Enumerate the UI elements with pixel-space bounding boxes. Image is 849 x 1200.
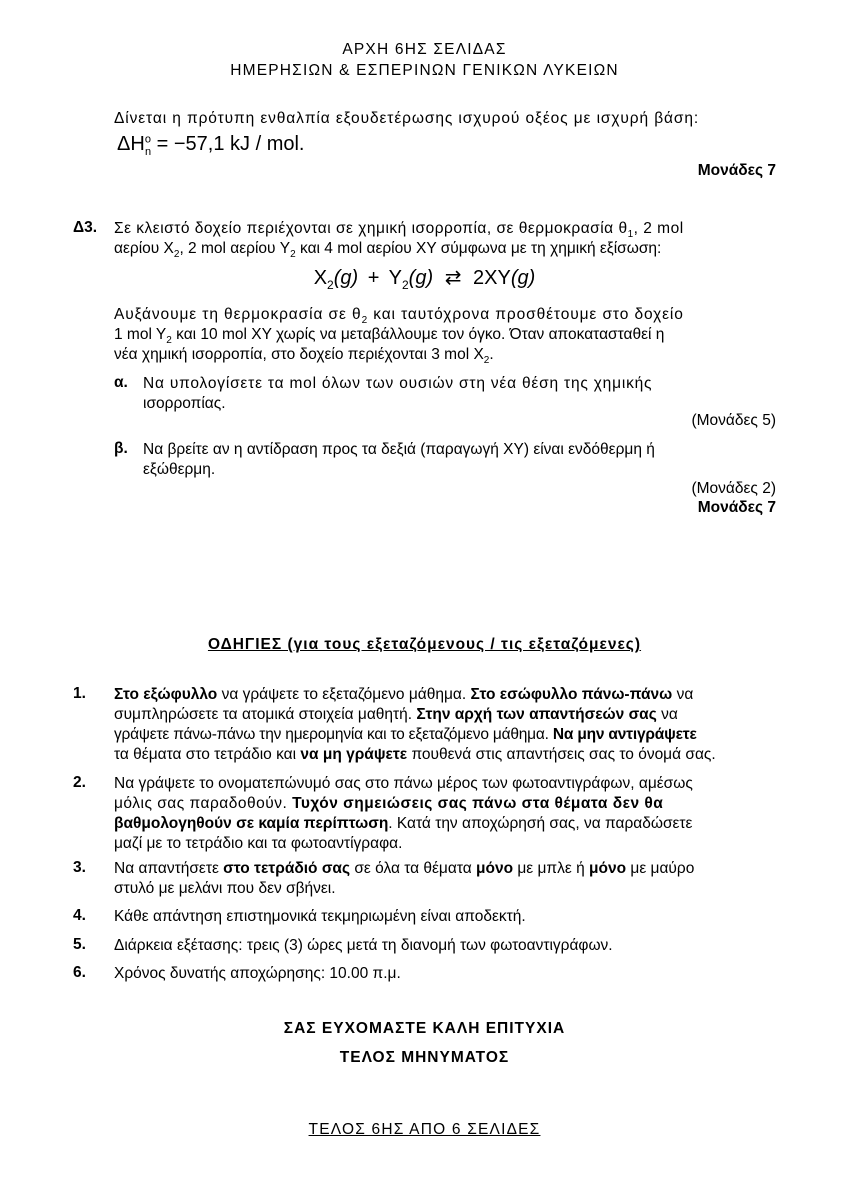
- instr1-l4-text2: πουθενά στις απαντήσεις σας το όνομά σας.: [407, 746, 716, 763]
- instruction-number-3: 3.: [73, 859, 86, 876]
- instr1-text2: να: [672, 686, 694, 703]
- subquestion-label-b: β.: [114, 440, 128, 457]
- d3-line1-sub: 1: [627, 229, 634, 241]
- instruction-6-text: Χρόνος δυνατής αποχώρησης: 10.00 π.μ.: [114, 965, 401, 982]
- enthalpy-period: .: [298, 133, 305, 155]
- eq-y-sub: 2: [401, 278, 409, 292]
- instr2-l3-bold1: βαθμολογηθούν σε καμία περίπτωση: [114, 815, 389, 832]
- eq-g2: (g): [408, 267, 434, 289]
- instruction-number-2: 2.: [73, 774, 86, 791]
- d3-line2-a: αερίου X: [114, 240, 174, 257]
- instr3-bold3: μόνο: [589, 860, 627, 877]
- instruction-number-5: 5.: [73, 936, 86, 953]
- instruction-number-1: 1.: [73, 685, 86, 702]
- question-label-d3: Δ3.: [73, 219, 98, 236]
- d3-line4-sub: 2: [166, 335, 172, 347]
- subquestion-b-line1: Να βρείτε αν η αντίδραση προς τα δεξιά (παραγωγή XY) είναι ενδόθερμη ή: [143, 441, 655, 458]
- eq-g3: (g): [510, 267, 536, 289]
- d3-line2-c: και 4 mol αερίου XY σύμφωνα με τη χημική εξίσωση:: [295, 240, 662, 257]
- page-header-line2: ΗΜΕΡΗΣΙΩΝ & ΕΣΠΕΡΙΝΩΝ ΓΕΝΙΚΩΝ ΛΥΚΕΙΩΝ: [230, 62, 619, 79]
- intro-text: Δίνεται η πρότυπη ενθαλπία εξουδετέρωσης ισχυρού οξέος με ισχυρή βάση:: [114, 110, 700, 127]
- subquestion-a-line2: ισορροπίας.: [143, 395, 226, 412]
- instruction-2-line2: [114, 794, 776, 814]
- instr1-l2-text1: συμπληρώσετε τα ατομικά στοιχεία μαθητή.: [114, 706, 417, 723]
- page-footer: ΤΕΛΟΣ 6ΗΣ ΑΠΟ 6 ΣΕΛΙΔΕΣ: [308, 1121, 541, 1138]
- page-header-line1: ΑΡΧΗ 6ΗΣ ΣΕΛΙΔΑΣ: [342, 41, 507, 58]
- instr3-text3: με μπλε ή: [513, 860, 590, 877]
- instruction-number-4: 4.: [73, 907, 86, 924]
- eq-x: X: [313, 267, 328, 289]
- instr2-l2-bold1: Τυχόν σημειώσεις σας πάνω στα θέματα δεν θα: [292, 795, 664, 812]
- instr2-l3-text1: . Κατά την αποχώρησή σας, να παραδώσετε: [388, 815, 693, 832]
- subquestion-a-line1: Να υπολογίσετε τα mol όλων των ουσιών στη νέα θέση της χημικής: [143, 375, 653, 392]
- eq-plus: +: [367, 267, 380, 289]
- subquestion-b-line2: εξώθερμη.: [143, 461, 216, 478]
- enthalpy-sub: n: [144, 146, 152, 158]
- instr1-bold1: Στο εξώφυλλο: [114, 686, 218, 703]
- instr3-text2: σε όλα τα θέματα: [350, 860, 476, 877]
- subquestion-label-a: α.: [114, 374, 128, 391]
- d3-line5: [114, 345, 776, 371]
- instruction-1-line2: [114, 705, 776, 725]
- instr3-bold1: στο τετράδιό σας: [223, 860, 351, 877]
- d3-line3-a: Αυξάνουμε τη θερμοκρασία σε θ: [114, 306, 362, 323]
- enthalpy-delta: ΔH: [117, 133, 145, 155]
- instruction-1-line1: [114, 685, 776, 705]
- instr3-text4: με μαύρο: [626, 860, 695, 877]
- instruction-3-line2: στυλό με μελάνι που δεν σβήνει.: [114, 880, 336, 897]
- instruction-2-line1: Να γράψετε το ονοματεπώνυμό σας στο πάνω μέρος των φωτοαντιγράφων, αμέσως: [114, 775, 693, 792]
- instructions-title: ΟΔΗΓΙΕΣ (για τους εξεταζόμενους / τις εξεταζόμενες): [207, 636, 642, 653]
- eq-y: Y: [388, 267, 402, 289]
- instruction-3-line1: [114, 859, 776, 879]
- chemical-equation: [0, 265, 849, 292]
- instr1-l2-bold1: Στην αρχή των απαντήσεών σας: [416, 706, 657, 723]
- d3-line2-sub2: 2: [290, 249, 296, 261]
- d3-line3-b: και ταυτόχρονα προσθέτουμε στο δοχείο: [368, 306, 684, 323]
- instr3-text1: Να απαντήσετε: [114, 860, 224, 877]
- instr1-text1: να γράψετε το εξεταζόμενο μάθημα.: [217, 686, 471, 703]
- eq-g1: (g): [333, 267, 359, 289]
- intro-points: Μονάδες 7: [697, 162, 776, 179]
- instruction-1-line4: [114, 745, 776, 765]
- instr3-bold2: μόνο: [476, 860, 514, 877]
- eq-product: 2XY: [473, 267, 511, 289]
- instr1-bold2: Στο εσώφυλλο πάνω-πάνω: [470, 686, 673, 703]
- d3-line4-a: 1 mol Y: [114, 326, 167, 343]
- instruction-4-text: Κάθε απάντηση επιστημονικά τεκμηριωμένη είναι αποδεκτή.: [114, 908, 526, 925]
- instr2-l2-text1: μόλις σας παραδοθούν.: [114, 795, 293, 812]
- enthalpy-value: = −57,1 kJ / mol: [151, 133, 299, 155]
- instruction-1-line3: [114, 725, 776, 745]
- d3-line1-b: , 2 mol: [633, 220, 684, 237]
- instruction-number-6: 6.: [73, 964, 86, 981]
- d3-line1-a: Σε κλειστό δοχείο περιέχονται σε χημική ισορροπία, σε θερμοκρασία θ: [114, 220, 628, 237]
- instr1-l3-text1: γράψετε πάνω-πάνω την ημερομηνία και το εξεταζόμενο μάθημα.: [114, 726, 553, 743]
- instruction-5-text: Διάρκεια εξέτασης: τρεις (3) ώρες μετά τη διανομή των φωτοαντιγράφων.: [114, 937, 613, 954]
- instruction-2-line3: [114, 814, 776, 834]
- d3-line5-sub: 2: [483, 355, 490, 367]
- subquestion-b-points: (Μονάδες 2): [691, 480, 776, 497]
- d3-line2: [114, 239, 776, 265]
- instr1-l2-text2: να: [656, 706, 678, 723]
- enthalpy-equation: [117, 133, 304, 158]
- d3-line5-b: .: [489, 346, 494, 363]
- instr1-l3-bold1: Να μην αντιγράψετε: [552, 726, 697, 743]
- closing-wishes: ΣΑΣ ΕΥΧΟΜΑΣΤΕ ΚΑΛΗ ΕΠΙΤΥΧΙΑ: [283, 1020, 566, 1037]
- d3-line4-b: και 10 mol XY χωρίς να μεταβάλλουμε τον όγκο. Όταν αποκατασταθεί η: [171, 326, 665, 343]
- d3-line3-sub: 2: [361, 315, 369, 327]
- d3-line2-b: , 2 mol αερίου Y: [179, 240, 291, 257]
- enthalpy-sup: o: [144, 133, 151, 146]
- eq-x-sub: 2: [327, 278, 334, 292]
- d3-line2-sub1: 2: [173, 249, 180, 261]
- instruction-2-line4: μαζί με το τετράδιο και τα φωτοαντίγραφα.: [114, 835, 403, 852]
- end-of-message: ΤΕΛΟΣ ΜΗΝΥΜΑΤΟΣ: [339, 1049, 510, 1066]
- instr1-l4-bold1: να μη γράψετε: [300, 746, 408, 763]
- subquestion-a-points: (Μονάδες 5): [691, 412, 776, 429]
- d3-total-points: Μονάδες 7: [697, 499, 776, 516]
- instr1-l4-text1: τα θέματα στο τετράδιο και: [114, 746, 301, 763]
- d3-line5-a: νέα χημική ισορροπία, στο δοχείο περιέχονται 3 mol X: [114, 346, 484, 363]
- equilibrium-arrow-icon: ⇄: [444, 267, 462, 289]
